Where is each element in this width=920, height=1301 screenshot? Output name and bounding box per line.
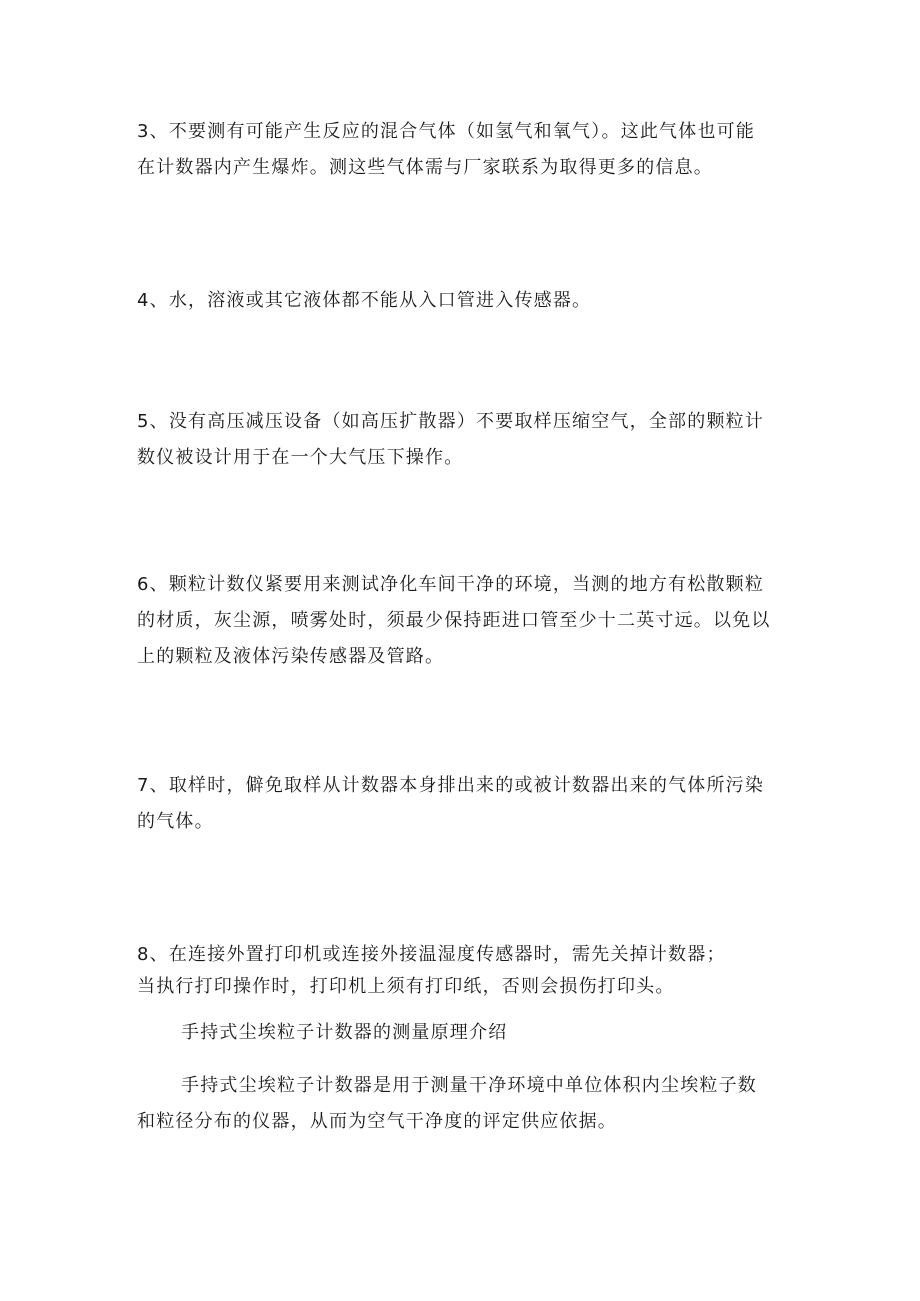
- paragraph-line: 5、没有高压减压设备（如高压扩散器）不要取样压缩空气，全部的颗粒计: [137, 411, 765, 432]
- paragraph-line: 和粒径分布的仪器，从而为空气干净度的评定供应依据。: [137, 1111, 617, 1132]
- paragraph-item-4: [137, 283, 797, 319]
- paragraph-item-6: [137, 567, 797, 675]
- section-heading-text: 手持式尘埃粒子计数器的测量原理介绍: [181, 1022, 508, 1043]
- section-heading: [137, 1015, 797, 1051]
- paragraph-line: 7、取样时，僻免取样从计数器本身排出来的或被计数器出来的气体所污染: [137, 775, 765, 796]
- paragraph-line: 数仪被设计用于在一个大气压下操作。: [137, 447, 464, 468]
- paragraph-item-8: [137, 939, 797, 1003]
- paragraph-line: 4、水，溶液或其它液体都不能从入口管进入传感器。: [137, 290, 592, 311]
- intro-paragraph: [137, 1068, 797, 1140]
- paragraph-line: 6、颗粒计数仪紧要用来测试净化车间干净的环境，当测的地方有松散颗粒: [137, 574, 765, 595]
- paragraph-line: 在计数器内产生爆炸。测这些气体需与厂家联系为取得更多的信息。: [137, 157, 713, 178]
- paragraph-line: 8、在连接外置打印机或连接外接温湿度传感器时，需先关掉计数器；: [137, 944, 726, 965]
- paragraph-item-7: [137, 768, 797, 840]
- paragraph-line: 的气体。: [137, 811, 214, 832]
- paragraph-line: 上的颗粒及液体污染传感器及管路。: [137, 646, 445, 667]
- paragraph-item-3: [137, 114, 797, 186]
- paragraph-line: 3、不要测有可能产生反应的混合气体（如氢气和氧气）。这此气体也可能: [137, 121, 756, 142]
- paragraph-line: 的材质，灰尘源，喷雾处时，须最少保持距进口管至少十二英寸远。以免以: [137, 610, 771, 631]
- paragraph-line: 手持式尘埃粒子计数器是用于测量干净环境中单位体积内尘埃粒子数: [181, 1075, 757, 1096]
- paragraph-item-5: [137, 404, 797, 476]
- paragraph-line: 当执行打印操作时，打印机上须有打印纸，否则会损伤打印头。: [137, 976, 675, 997]
